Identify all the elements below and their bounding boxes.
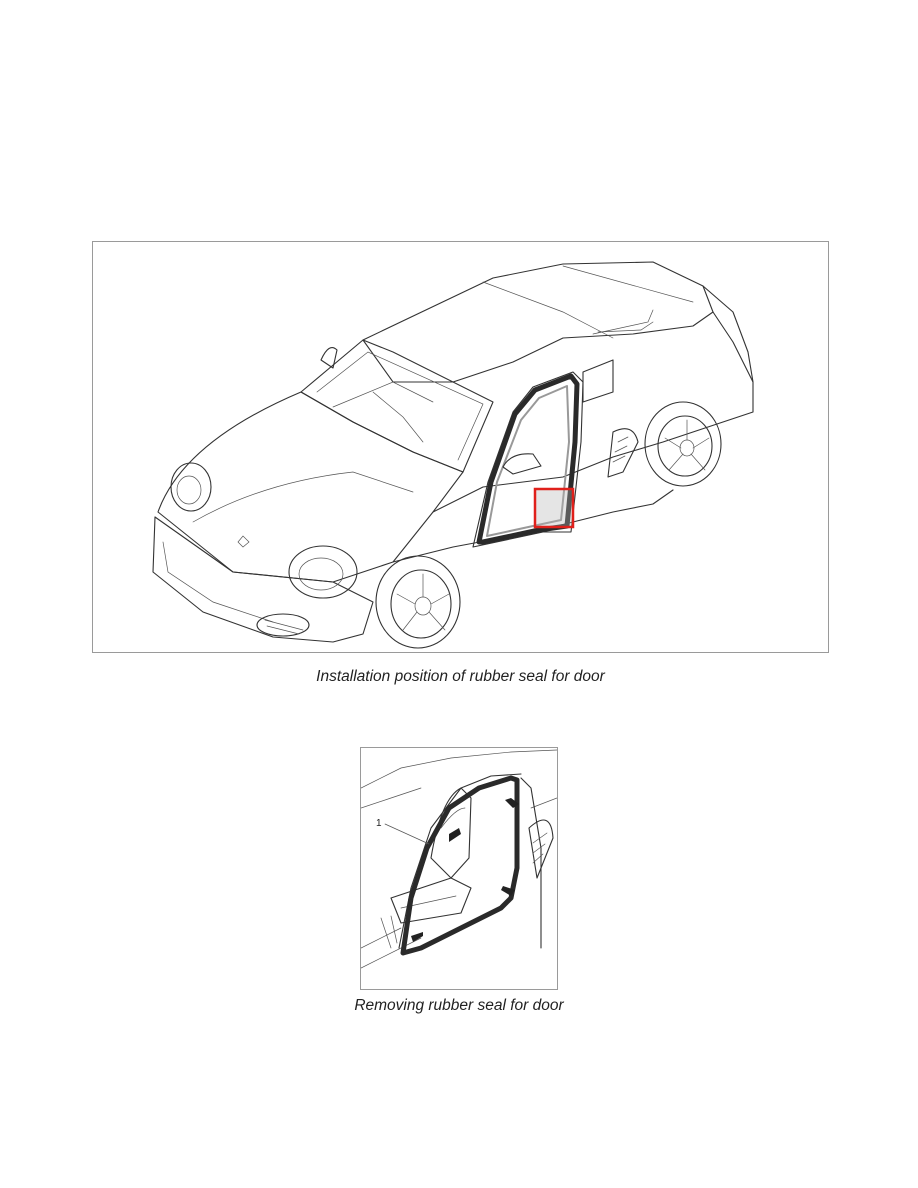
seal-removal-illustration [361,748,557,989]
seal-highlight-box [535,489,573,527]
figure-caption-removal: Removing rubber seal for door [354,997,564,1014]
figure-caption-installation: Installation position of rubber seal for door [316,668,605,685]
callout-label: 1 [376,818,382,829]
car-illustration [93,242,828,652]
figure-seal-removal [360,747,558,990]
figure-car-overview [92,241,829,653]
